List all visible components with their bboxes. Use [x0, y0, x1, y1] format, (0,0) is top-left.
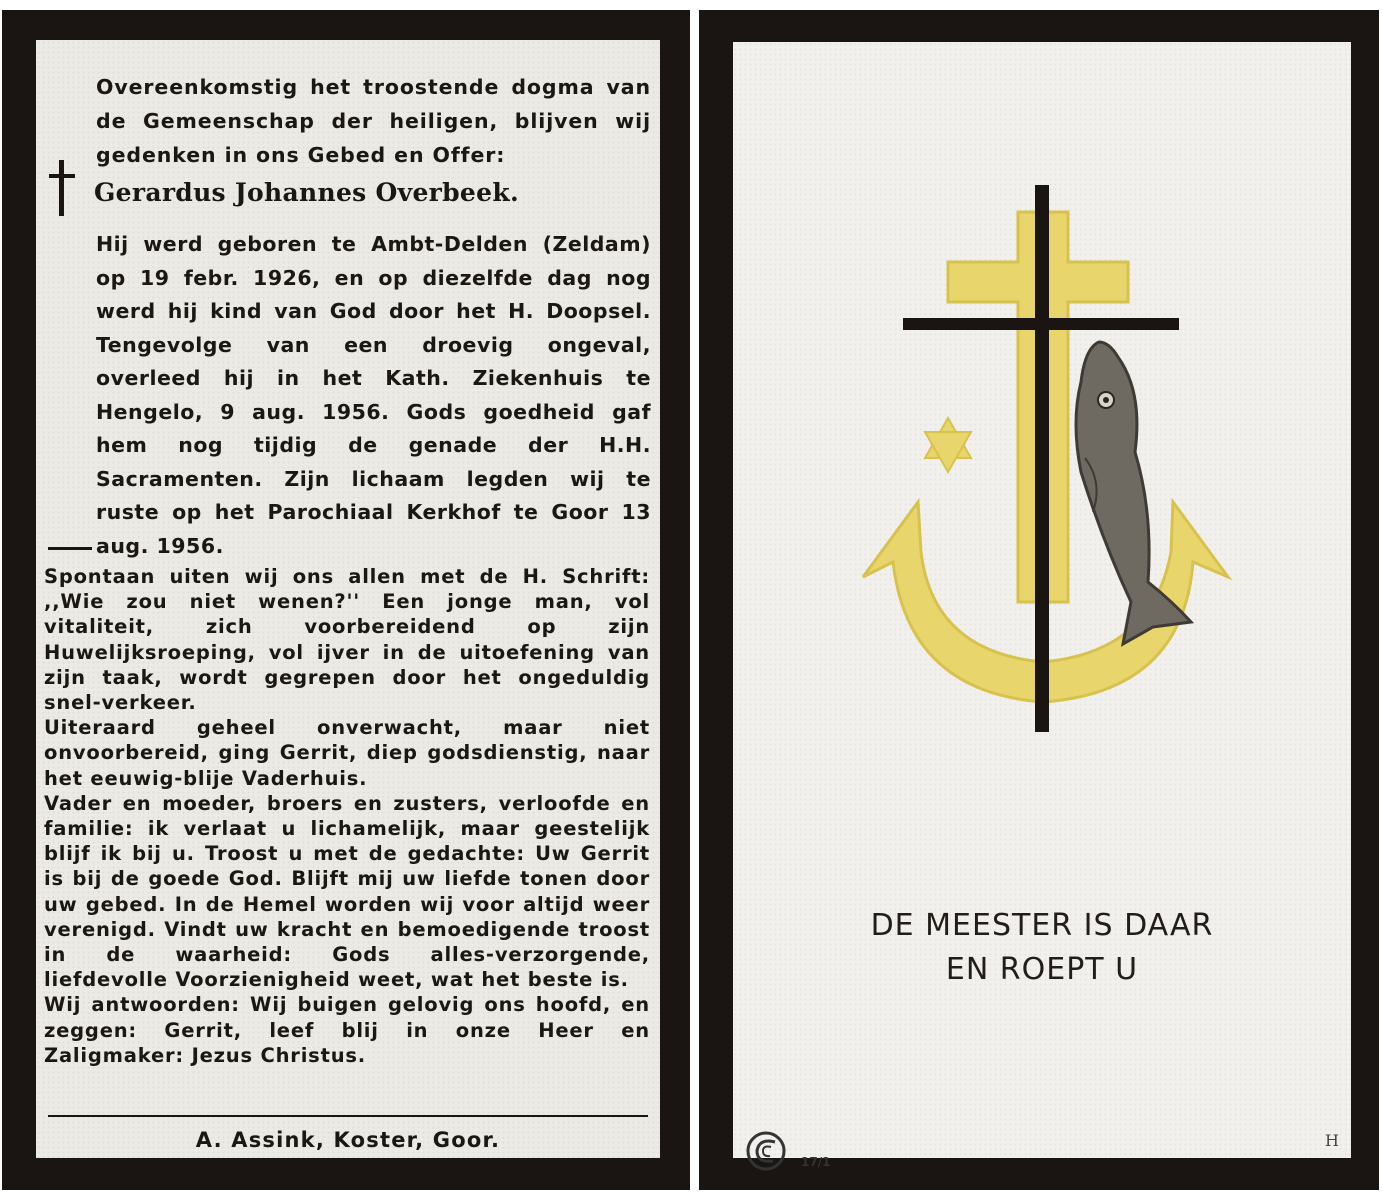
- publisher-logo-icon: [745, 1130, 787, 1172]
- reflection-paragraph: Vader en moeder, broers en zusters, verloofde en familie: ik verlaat u lichamelijk, maar geestelijk blijf ik bij u. Troost u met de gedachte: Uw Gerrit is bij de goede God. Blijft mij uw liefde tonen door uw gebed. In de Hemel worden wij voor altijd weer verenigd. Vindt uw kracht en bemoedigende troost in de waarheid: Gods alles-verzorgende, liefdevolle Voorzienigheid weet, wat het beste is.: [44, 791, 650, 992]
- motto-line-2: EN ROEPT U: [945, 952, 1139, 987]
- death-cross-icon: [48, 158, 76, 218]
- deceased-name: Gerardus Johannes Overbeek.: [94, 178, 519, 207]
- reflection-paragraph: Uiteraard geheel onverwacht, maar niet onvoorbereid, ging Gerrit, diep godsdienstig, naar het eeuwig-blije Vaderhuis.: [44, 716, 650, 790]
- memorial-image-card: [699, 10, 1379, 1190]
- motto-line-1: DE MEESTER IS DAAR: [870, 908, 1214, 943]
- anchor-emblem: [853, 182, 1233, 742]
- biography-text: [96, 228, 651, 563]
- biography-paragraph: Hij werd geboren te Ambt-Delden (Zeldam) op 19 febr. 1926, en op diezelfde dag nog werd hij kind van God door het H. Doopsel. Tengevolge van een droevig ongeval, overleed hij in het Kath. Ziekenhuis te Hengelo, 9 aug. 1956. Gods goedheid gaf hem nog tijdig de genade der H.H. Sacramenten. Zijn lichaam legden wij te ruste op het Parochiaal Kerkhof te Goor 13 aug. 1956.: [96, 232, 651, 558]
- reflection-text: [44, 564, 650, 1068]
- motto-text: [733, 904, 1351, 992]
- print-code: 17/1: [801, 1155, 831, 1169]
- star-of-david-icon: [925, 418, 971, 472]
- reflection-paragraph: Wij antwoorden: Wij buigen gelovig ons hoofd, en zeggen: Gerrit, leef blij in onze Heer en Zaligmaker: Jezus Christus.: [44, 993, 650, 1067]
- reflection-paragraph: Spontaan uiten wij ons allen met de H. Schrift: ,,Wie zou niet wenen?'' Een jonge man, vol vitaliteit, zich voorbereidend op zijn Huwelijksroeping, vol ijver in de uitoefening van zijn taak, wordt gegrepen door het ongeduldig snel-verkeer.: [44, 565, 650, 715]
- artist-monogram: H: [1325, 1131, 1339, 1150]
- intro-text: Overeenkomstig het troostende dogma van de Gemeenschap der heiligen, blijven wij gedenken in ons Gebed en Offer:: [96, 75, 651, 167]
- signature-divider: [48, 1115, 648, 1117]
- short-divider: [48, 547, 92, 550]
- left-card-paper: [36, 40, 660, 1158]
- printer-signature: A. Assink, Koster, Goor.: [195, 1128, 501, 1152]
- right-card-paper: [733, 42, 1351, 1169]
- memorial-text-card: [2, 10, 690, 1190]
